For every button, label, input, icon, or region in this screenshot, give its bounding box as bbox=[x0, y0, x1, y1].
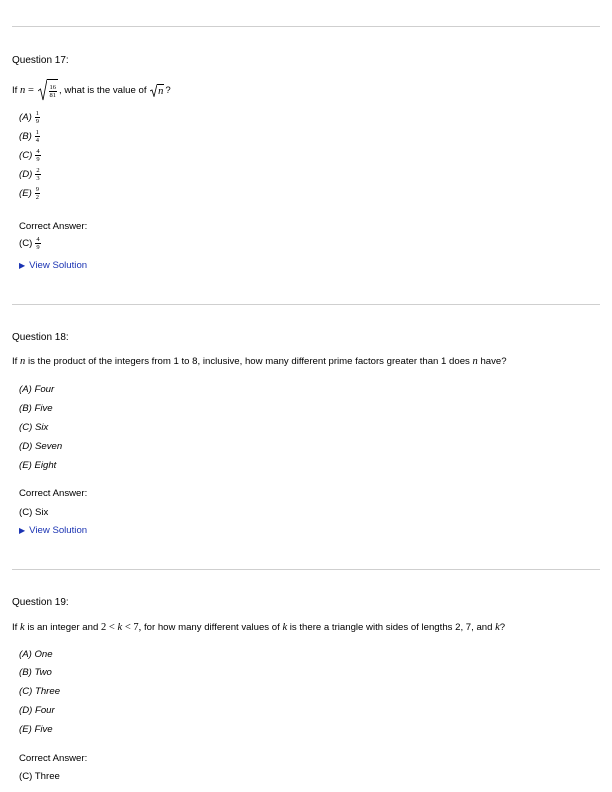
answer-option[interactable]: (A) $\frac{1}{9}$ bbox=[19, 110, 40, 125]
fraction: $\frac{2}{3}$ bbox=[36, 167, 40, 182]
fraction: $\frac{9}{2}$ bbox=[35, 186, 40, 201]
math-var: k bbox=[495, 622, 500, 633]
square-root bbox=[38, 79, 59, 101]
answer-option[interactable]: (E) $\frac{9}{2}$ bbox=[19, 186, 40, 201]
question-stem: If k is an integer and 2 < k < 7, for how many different values of k is there a triangle with sides of lengths 2, 7, and k ? bbox=[12, 622, 506, 633]
square-root: n bbox=[150, 84, 164, 97]
view-solution-link[interactable]: ▶ View Solution bbox=[19, 260, 88, 271]
question-title: Question 17: bbox=[12, 55, 69, 66]
answer-option[interactable]: (C) Three bbox=[19, 686, 61, 697]
correct-answer-label: Correct Answer: bbox=[19, 488, 88, 499]
stem-text: , what is the value of bbox=[59, 84, 147, 96]
answer-option[interactable]: (C) $\frac{4}{9}$ bbox=[19, 148, 40, 163]
question-stem: If n is the product of the integers from 1 to 8, inclusive, how many different prime factors greater than 1 does n have? bbox=[12, 356, 507, 367]
stem-text: If bbox=[12, 84, 18, 96]
answer-option[interactable]: (D) $\frac{2}{3}$ bbox=[19, 167, 40, 182]
correct-answer-value: (C) Six bbox=[19, 507, 49, 518]
answer-option[interactable]: (B) $\frac{1}{4}$ bbox=[19, 129, 40, 144]
math-var: n bbox=[20, 84, 26, 96]
math-eq: = bbox=[27, 84, 34, 96]
answer-option[interactable]: (A) One bbox=[19, 649, 53, 660]
correct-answer-label: Correct Answer: bbox=[19, 753, 88, 764]
question-stem bbox=[12, 79, 171, 101]
disclosure-triangle-icon: ▶ bbox=[19, 526, 26, 535]
divider bbox=[12, 569, 600, 570]
fraction: $\frac{1}{9}$ bbox=[35, 110, 40, 125]
math-var: k bbox=[282, 622, 288, 633]
fraction: $\frac{4}{9}$ bbox=[36, 148, 40, 163]
answer-option[interactable]: (D) Seven bbox=[19, 441, 63, 452]
question-title: Question 19: bbox=[12, 597, 69, 608]
fraction: $\frac{1}{4}$ bbox=[35, 129, 40, 144]
stem-text: ? bbox=[165, 84, 171, 96]
answer-option[interactable]: (A) Four bbox=[19, 384, 55, 395]
radical-sign-icon bbox=[150, 84, 157, 97]
math-var: n bbox=[20, 356, 26, 367]
correct-answer-label: Correct Answer: bbox=[19, 221, 88, 232]
answer-option[interactable]: (B) Two bbox=[19, 667, 52, 678]
divider bbox=[12, 304, 600, 305]
radical-sign-icon bbox=[38, 79, 47, 101]
correct-answer-value: (C) Three bbox=[19, 771, 60, 782]
fraction: $\frac{16}{81}$ bbox=[49, 83, 57, 99]
answer-option[interactable]: (C) Six bbox=[19, 422, 49, 433]
math-var: k bbox=[117, 622, 123, 633]
correct-answer-value: (C) $\frac{4}{9}$ bbox=[19, 236, 40, 251]
disclosure-triangle-icon: ▶ bbox=[19, 261, 26, 270]
answer-option[interactable]: (E) Eight bbox=[19, 460, 57, 471]
math-var: k bbox=[20, 622, 25, 633]
divider bbox=[12, 26, 600, 27]
answer-option[interactable]: (E) Five bbox=[19, 724, 53, 735]
question-title: Question 18: bbox=[12, 332, 69, 343]
answer-option[interactable]: (D) Four bbox=[19, 705, 55, 716]
view-solution-link[interactable]: ▶ View Solution bbox=[19, 525, 88, 536]
answer-option[interactable]: (B) Five bbox=[19, 403, 53, 414]
math-var: n bbox=[472, 356, 478, 367]
fraction: $\frac{4}{9}$ bbox=[36, 236, 40, 251]
